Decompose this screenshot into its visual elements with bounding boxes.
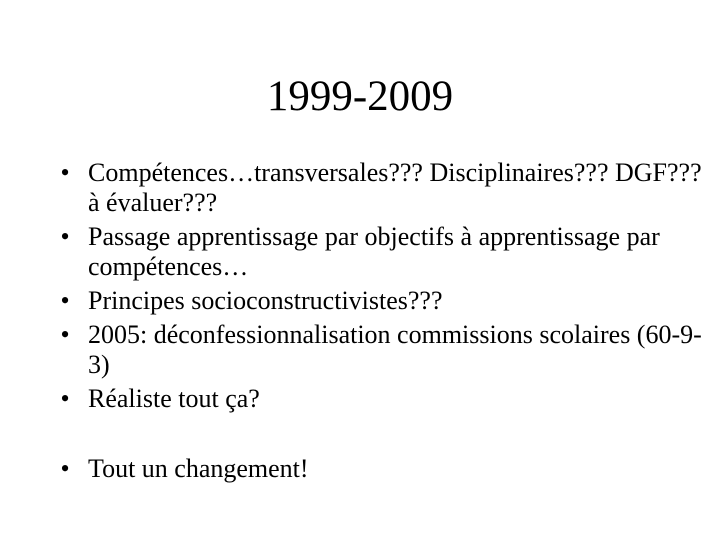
- bullet-icon: •: [60, 384, 70, 413]
- bullet-item: [55, 158, 705, 218]
- bullet-item: [55, 454, 705, 484]
- bullet-icon: •: [60, 222, 70, 251]
- bullet-text: Passage apprentissage par objectifs à apprentissage par compétences…: [88, 222, 660, 281]
- bullet-text: Tout un changement!: [88, 454, 309, 483]
- bullet-list: [55, 158, 705, 488]
- bullet-icon: •: [60, 286, 70, 315]
- bullet-item: [55, 222, 705, 282]
- bullet-icon: •: [60, 320, 70, 349]
- bullet-icon: •: [60, 454, 70, 483]
- bullet-icon: •: [60, 158, 70, 187]
- bullet-text: Principes socioconstructivistes???: [88, 286, 443, 315]
- bullet-item: [55, 320, 705, 380]
- slide-title: 1999-2009: [266, 73, 454, 120]
- bullet-item: [55, 286, 705, 316]
- bullet-text: Compétences…transversales??? Disciplinaires??? DGF??? à évaluer???: [88, 158, 702, 217]
- bullet-text: 2005: déconfessionnalisation commissions scolaires (60-9-3): [88, 320, 702, 379]
- bullet-item: [55, 384, 705, 414]
- bullet-text: Réaliste tout ça?: [88, 384, 260, 413]
